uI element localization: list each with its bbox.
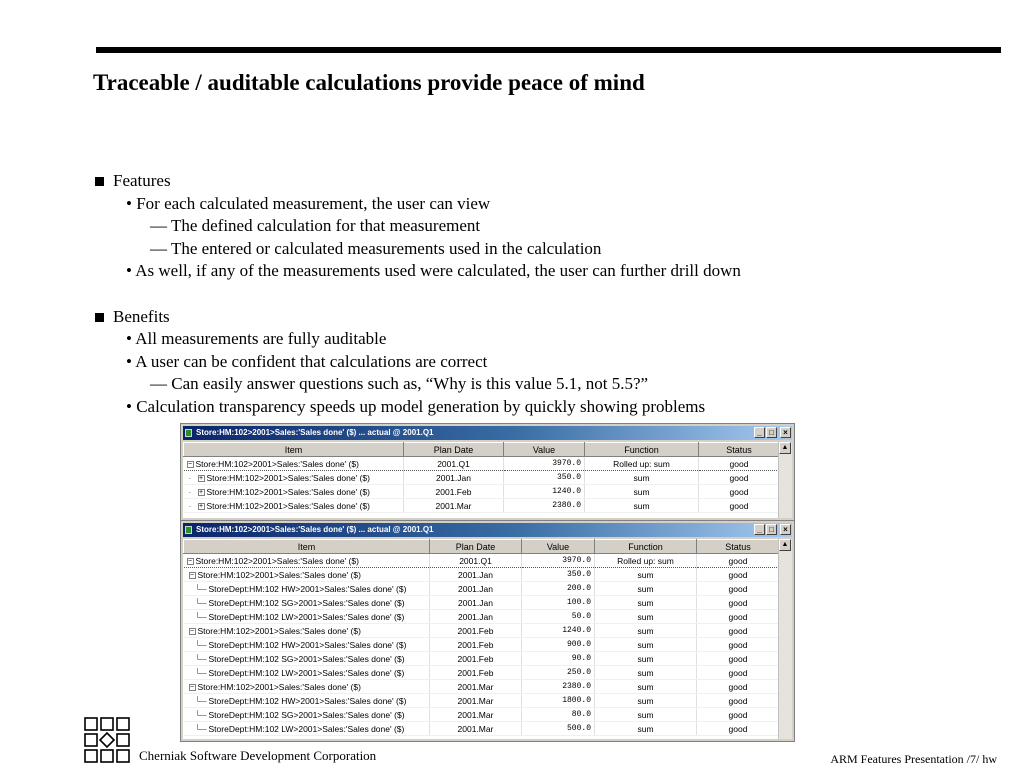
column-header-item[interactable]: Item — [184, 443, 404, 457]
table-row[interactable] — [184, 457, 780, 471]
cell-item[interactable] — [184, 624, 430, 638]
cell-item[interactable] — [184, 708, 430, 722]
table-row[interactable] — [184, 499, 780, 513]
tree-line-icon: └─ — [194, 723, 207, 734]
window-title: Store:HM:102>2001>Sales:'Sales done' ($) ... actual @ 2001.Q1 — [196, 428, 434, 437]
cell-item[interactable] — [184, 582, 430, 596]
cell-status[interactable]: good — [697, 624, 780, 638]
calc-table — [183, 442, 780, 513]
cell-item[interactable] — [184, 610, 430, 624]
tree-line-icon: └─ — [194, 611, 207, 622]
tree-line-icon: └─ — [194, 583, 207, 594]
column-header-plan-date[interactable]: Plan Date — [430, 540, 522, 554]
cell-value[interactable]: 100.0 — [522, 596, 595, 610]
collapse-icon[interactable]: − — [189, 683, 195, 691]
cell-status[interactable]: good — [697, 722, 780, 736]
cell-value[interactable]: 50.0 — [522, 610, 595, 624]
table-row[interactable] — [184, 666, 780, 680]
table-row[interactable] — [184, 596, 780, 610]
cell-value[interactable]: 350.0 — [522, 568, 595, 582]
cell-item[interactable] — [184, 680, 430, 694]
cell-item-label: StoreDept:HM:102 HW>2001>Sales:'Sales done' ($) — [208, 695, 407, 706]
column-header-function[interactable]: Function — [595, 540, 697, 554]
cell-item[interactable] — [184, 471, 404, 485]
cell-item-label: StoreDept:HM:102 LW>2001>Sales:'Sales done' ($) — [208, 723, 405, 734]
cell-status[interactable]: good — [697, 680, 780, 694]
calc-window-drilldown — [180, 520, 795, 742]
column-header-plan-date[interactable]: Plan Date — [404, 443, 504, 457]
cell-plan-date[interactable]: 2001.Mar — [404, 499, 504, 513]
cell-value[interactable]: 1240.0 — [504, 485, 585, 499]
cell-item-label: Store:HM:102>2001>Sales:'Sales done' ($) — [206, 472, 370, 483]
table-row[interactable] — [184, 568, 780, 582]
cell-item-label: StoreDept:HM:102 HW>2001>Sales:'Sales done' ($) — [208, 639, 407, 650]
minimize-button[interactable]: _ — [754, 427, 765, 438]
column-header-function[interactable]: Function — [585, 443, 699, 457]
table-row[interactable] — [184, 694, 780, 708]
calc-window-summary — [180, 423, 795, 521]
calc-table — [183, 539, 780, 736]
table-row[interactable] — [184, 722, 780, 736]
cell-plan-date[interactable]: 2001.Mar — [430, 680, 522, 694]
top-rule — [96, 47, 1001, 53]
cell-item-label: StoreDept:HM:102 LW>2001>Sales:'Sales done' ($) — [208, 667, 405, 678]
cell-plan-date[interactable]: 2001.Feb — [430, 624, 522, 638]
cell-status[interactable]: good — [697, 666, 780, 680]
cell-value[interactable]: 1800.0 — [522, 694, 595, 708]
cell-item-label: Store:HM:102>2001>Sales:'Sales done' ($) — [197, 625, 361, 636]
cell-function[interactable]: sum — [595, 666, 697, 680]
window-titlebar[interactable] — [183, 523, 792, 537]
app-icon — [185, 526, 192, 534]
cell-status[interactable]: good — [697, 708, 780, 722]
feature-item: • As well, if any of the measurements used were calculated, the user can further drill down — [126, 261, 741, 280]
cell-value[interactable]: 2380.0 — [504, 499, 585, 513]
collapse-icon[interactable]: − — [187, 557, 193, 565]
collapse-icon[interactable]: − — [189, 627, 195, 635]
maximize-button[interactable]: □ — [766, 524, 777, 535]
cell-plan-date[interactable]: 2001.Feb — [404, 485, 504, 499]
cell-status[interactable]: good — [697, 554, 780, 568]
table-row[interactable] — [184, 554, 780, 568]
column-header-value[interactable]: Value — [504, 443, 585, 457]
cell-plan-date[interactable]: 2001.Jan — [430, 596, 522, 610]
cell-status[interactable]: good — [699, 457, 780, 471]
cell-status[interactable]: good — [697, 596, 780, 610]
table-row[interactable] — [184, 680, 780, 694]
cell-function[interactable]: sum — [595, 624, 697, 638]
cell-item-label: StoreDept:HM:102 SG>2001>Sales:'Sales done' ($) — [208, 653, 405, 664]
scroll-up-icon[interactable]: ▲ — [779, 442, 791, 454]
square-bullet-icon — [95, 177, 104, 186]
cell-value[interactable]: 200.0 — [522, 582, 595, 596]
feature-item: • For each calculated measurement, the user can view — [126, 193, 491, 213]
cell-status[interactable]: good — [697, 652, 780, 666]
scroll-up-icon[interactable]: ▲ — [779, 539, 791, 551]
tree-line-icon: └─ — [194, 709, 207, 720]
cell-value[interactable]: 350.0 — [504, 471, 585, 485]
benefit-item: • All measurements are fully auditable — [126, 329, 387, 348]
cell-plan-date[interactable]: 2001.Q1 — [404, 457, 504, 471]
cell-item-label: StoreDept:HM:102 HW>2001>Sales:'Sales done' ($) — [208, 583, 407, 594]
bullet-list — [93, 170, 741, 418]
cell-item[interactable] — [184, 499, 404, 513]
table-row[interactable] — [184, 610, 780, 624]
cell-function[interactable]: sum — [585, 471, 699, 485]
cell-item-label: Store:HM:102>2001>Sales:'Sales done' ($) — [206, 500, 370, 511]
cell-status[interactable]: good — [697, 694, 780, 708]
benefits-heading-label: Benefits — [113, 306, 170, 326]
maximize-button[interactable]: □ — [766, 427, 777, 438]
cell-function[interactable]: sum — [585, 485, 699, 499]
cell-function[interactable]: sum — [595, 652, 697, 666]
cell-value[interactable]: 250.0 — [522, 666, 595, 680]
table-row[interactable] — [184, 638, 780, 652]
table-row[interactable] — [184, 582, 780, 596]
vertical-scrollbar[interactable] — [778, 539, 792, 739]
cell-function[interactable]: sum — [585, 499, 699, 513]
cell-item-label: StoreDept:HM:102 SG>2001>Sales:'Sales done' ($) — [208, 709, 405, 720]
cell-status[interactable]: good — [699, 485, 780, 499]
tree-line-icon: └─ — [194, 639, 207, 650]
cell-item-label: Store:HM:102>2001>Sales:'Sales done' ($) — [195, 555, 359, 566]
cell-plan-date[interactable]: 2001.Mar — [430, 694, 522, 708]
company-logo-icon — [84, 717, 130, 763]
cell-item-label: Store:HM:102>2001>Sales:'Sales done' ($) — [195, 458, 359, 469]
cell-value[interactable]: 90.0 — [522, 652, 595, 666]
minimize-button[interactable]: _ — [754, 524, 765, 535]
cell-item[interactable] — [184, 596, 430, 610]
cell-function[interactable]: Rolled up: sum — [585, 457, 699, 471]
cell-value[interactable]: 500.0 — [522, 722, 595, 736]
cell-value[interactable]: 900.0 — [522, 638, 595, 652]
cell-function[interactable]: sum — [595, 568, 697, 582]
cell-function[interactable]: sum — [595, 708, 697, 722]
cell-item[interactable] — [184, 568, 430, 582]
column-header-item[interactable]: Item — [184, 540, 430, 554]
cell-item[interactable] — [184, 652, 430, 666]
cell-plan-date[interactable]: 2001.Mar — [430, 708, 522, 722]
benefit-item: • Calculation transparency speeds up model generation by quickly showing problems — [126, 396, 706, 416]
cell-item[interactable] — [184, 485, 404, 499]
window-titlebar[interactable] — [183, 426, 792, 440]
close-button[interactable]: × — [780, 524, 791, 535]
cell-function[interactable]: sum — [595, 694, 697, 708]
app-icon — [185, 429, 192, 437]
collapse-icon[interactable]: − — [187, 460, 193, 468]
cell-value[interactable]: 1240.0 — [522, 624, 595, 638]
cell-item[interactable] — [184, 722, 430, 736]
cell-plan-date[interactable]: 2001.Q1 — [430, 554, 522, 568]
table-row[interactable] — [184, 652, 780, 666]
square-bullet-icon — [95, 313, 104, 322]
presentation-footer: ARM Features Presentation /7/ hw — [830, 752, 997, 766]
cell-function[interactable]: sum — [595, 680, 697, 694]
table-row[interactable] — [184, 624, 780, 638]
cell-function[interactable]: sum — [595, 638, 697, 652]
cell-plan-date[interactable]: 2001.Jan — [430, 582, 522, 596]
cell-status[interactable]: good — [697, 568, 780, 582]
expand-icon[interactable]: · + — [188, 500, 204, 511]
tree-line-icon: └─ — [194, 653, 207, 664]
table-row[interactable] — [184, 471, 780, 485]
column-header-status[interactable]: Status — [697, 540, 780, 554]
tree-line-icon: └─ — [194, 667, 207, 678]
cell-status[interactable]: good — [697, 582, 780, 596]
tree-line-icon: └─ — [194, 597, 207, 608]
benefit-item: • A user can be confident that calculations are correct — [126, 351, 488, 371]
cell-value[interactable]: 2380.0 — [522, 680, 595, 694]
tree-line-icon: └─ — [194, 695, 207, 706]
features-heading — [93, 170, 741, 193]
cell-plan-date[interactable]: 2001.Feb — [430, 652, 522, 666]
benefit-subitem: — Can easily answer questions such as, “Why is this value 5.1, not 5.5?” — [150, 374, 649, 393]
cell-item-label: StoreDept:HM:102 SG>2001>Sales:'Sales done' ($) — [208, 597, 405, 608]
expand-icon[interactable]: · + — [188, 486, 204, 497]
cell-item[interactable] — [184, 694, 430, 708]
cell-plan-date[interactable]: 2001.Jan — [404, 471, 504, 485]
cell-value[interactable]: 3970.0 — [522, 554, 595, 568]
cell-status[interactable]: good — [697, 638, 780, 652]
features-heading-label: Features — [113, 171, 171, 190]
cell-plan-date[interactable]: 2001.Jan — [430, 610, 522, 624]
window-body — [183, 442, 792, 518]
window-title: Store:HM:102>2001>Sales:'Sales done' ($) ... actual @ 2001.Q1 — [196, 525, 434, 534]
table-row[interactable] — [184, 708, 780, 722]
cell-item[interactable] — [184, 554, 430, 568]
collapse-icon[interactable]: − — [189, 571, 195, 579]
cell-function[interactable]: sum — [595, 722, 697, 736]
cell-status[interactable]: good — [699, 471, 780, 485]
column-header-status[interactable]: Status — [699, 443, 780, 457]
cell-value[interactable]: 80.0 — [522, 708, 595, 722]
cell-plan-date[interactable]: 2001.Jan — [430, 568, 522, 582]
cell-item[interactable] — [184, 457, 404, 471]
cell-plan-date[interactable]: 2001.Feb — [430, 666, 522, 680]
vertical-scrollbar[interactable] — [778, 442, 792, 518]
slide-title: Traceable / auditable calculations provide peace of mind — [93, 70, 645, 95]
cell-function[interactable]: Rolled up: sum — [595, 554, 697, 568]
company-name: Cherniak Software Development Corporation — [139, 748, 377, 763]
feature-subitem: — The entered or calculated measurements used in the calculation — [150, 238, 602, 258]
cell-function[interactable]: sum — [595, 610, 697, 624]
cell-item-label: Store:HM:102>2001>Sales:'Sales done' ($) — [206, 486, 370, 497]
cell-status[interactable]: good — [697, 610, 780, 624]
cell-function[interactable]: sum — [595, 596, 697, 610]
window-body — [183, 539, 792, 739]
cell-item[interactable] — [184, 666, 430, 680]
cell-item-label: StoreDept:HM:102 LW>2001>Sales:'Sales done' ($) — [208, 611, 405, 622]
cell-plan-date[interactable]: 2001.Mar — [430, 722, 522, 736]
expand-icon[interactable]: · + — [188, 472, 204, 483]
column-header-value[interactable]: Value — [522, 540, 595, 554]
cell-function[interactable]: sum — [595, 582, 697, 596]
feature-subitem: — The defined calculation for that measurement — [150, 216, 481, 235]
table-row[interactable] — [184, 485, 780, 499]
cell-value[interactable]: 3970.0 — [504, 457, 585, 471]
cell-item-label: Store:HM:102>2001>Sales:'Sales done' ($) — [197, 569, 361, 580]
cell-item-label: Store:HM:102>2001>Sales:'Sales done' ($) — [197, 681, 361, 692]
cell-plan-date[interactable]: 2001.Feb — [430, 638, 522, 652]
cell-status[interactable]: good — [699, 499, 780, 513]
benefits-heading — [93, 306, 741, 329]
cell-item[interactable] — [184, 638, 430, 652]
close-button[interactable]: × — [780, 427, 791, 438]
